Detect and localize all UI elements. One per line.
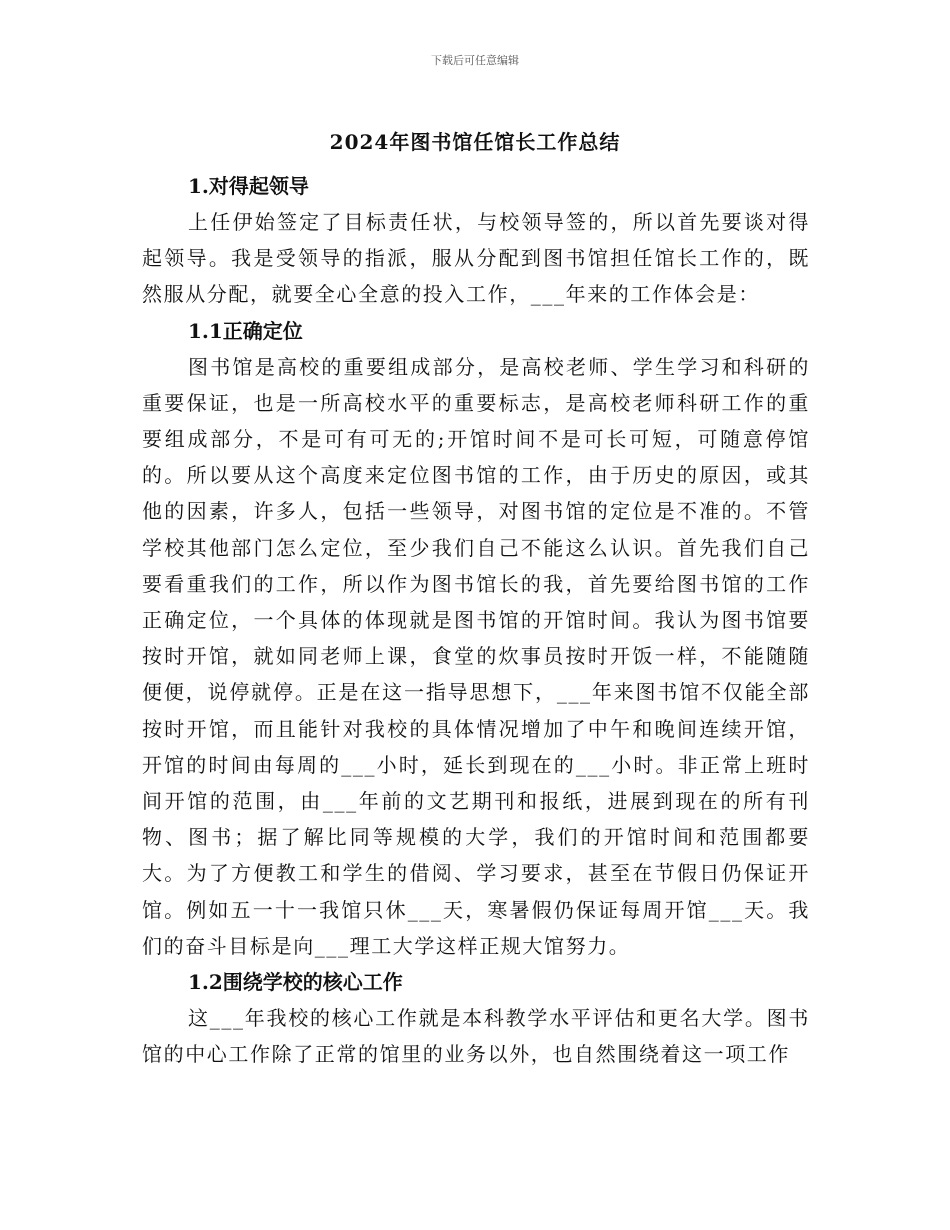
section-paragraph-1-1: 图书馆是高校的重要组成部分，是高校老师、学生学习和科研的重要保证，也是一所高校水平的重要标志，是高校老师科研工作的重要组成部分，不是可有可无的;开馆时间不是可长可短，可随意停馆的。所以要从这个高度来定位图书馆的工作，由于历史的原因，或其他的因素，许多人，包括一些领导，对图书馆的定位是不准的。不管学校其他部门怎么定位，至少我们自己不能这么认识。首先我们自己要看重我们的工作，所以作为图书馆长的我，首先要给图书馆的工作正确定位，一个具体的体现就是图书馆的开馆时间。我认为图书馆要按时开馆，就如同老师上课，食堂的炊事员按时开饭一样，不能随随便便，说停就停。正是在这一指导思想下，___年来图书馆不仅能全部按时开馆，而且能针对我校的具体情况增加了中午和晚间连续开馆，开馆的时间由每周的___小时，延长到现在的___小时。非正常上班时间开馆的范围，由___年前的文艺期刊和报纸，进展到现在的所有刊物、图书；据了解比同等规模的大学，我们的开馆时间和范围都要大。为了方便教工和学生的借阅、学习要求，甚至在节假日仍保证开馆。例如五一十一我馆只休___天，寒暑假仍保证每周开馆___天。我们的奋斗目标是向___理工大学这样正规大馆努力。 [142,354,810,958]
page-header-note: 下载后可任意编辑 [431,54,519,67]
document-title: 2024年图书馆任馆长工作总结 [329,130,621,154]
section-heading-1-1: 1.1正确定位 [188,318,303,343]
section-paragraph-1-2: 这___年我校的核心工作就是本科教学水平评估和更名大学。图书馆的中心工作除了正常的馆里的业务以外，也自然围绕着这一项工作 [142,1006,810,1067]
section-heading-1-2: 1.2围绕学校的核心工作 [188,970,403,995]
document-body [142,168,810,1072]
section-paragraph-1: 上任伊始签定了目标责任状，与校领导签的，所以首先要谈对得起领导。我是受领导的指派，服从分配到图书馆担任馆长工作的，既然服从分配，就要全心全意的投入工作，___年来的工作体会是： [142,210,810,307]
section-heading-1: 1.对得起领导 [188,174,309,198]
